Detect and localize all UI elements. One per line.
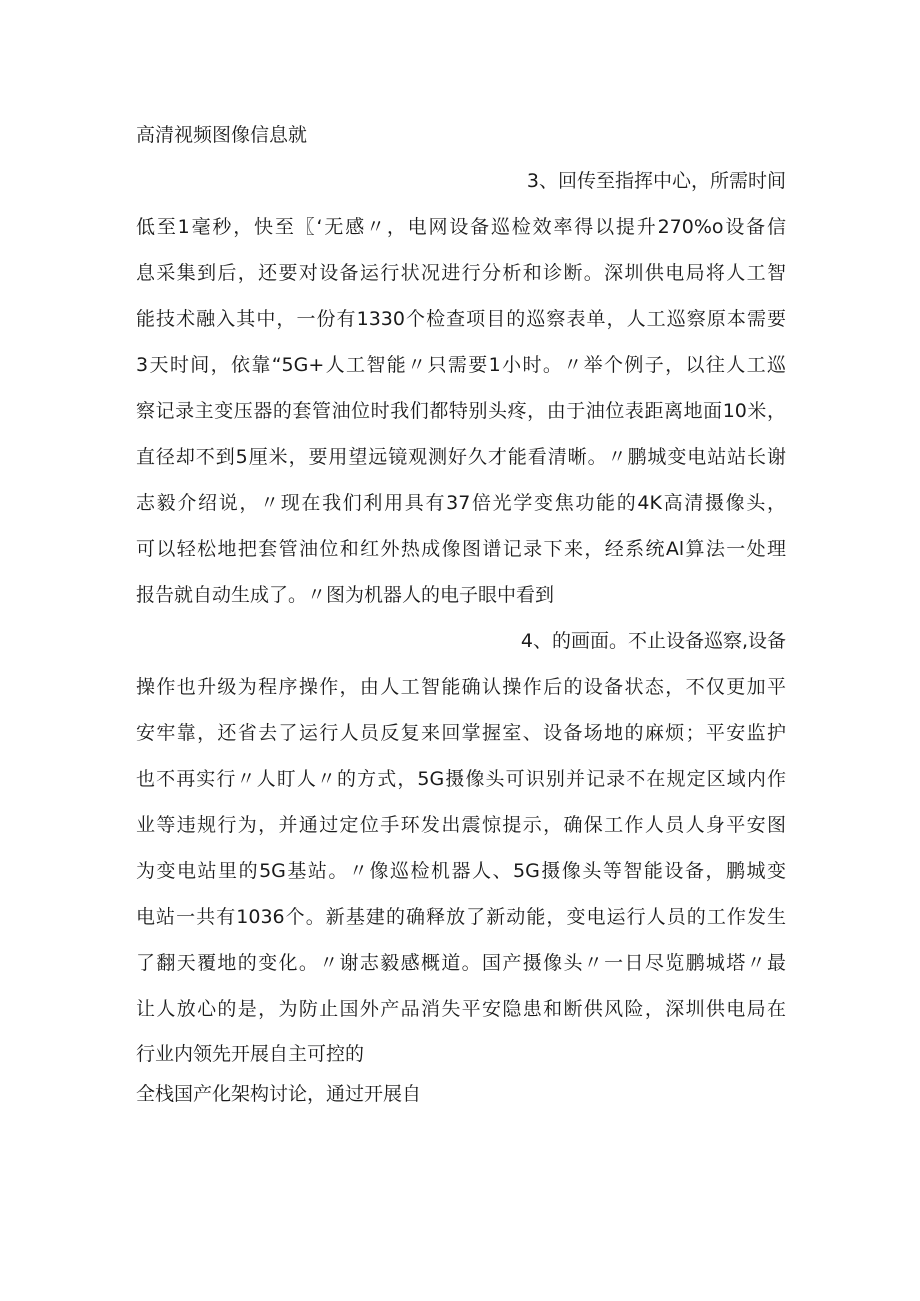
text-line: 3天时间，依靠“5G+人工智能〃只需要1小时。〃举个例子，以往人工巡 <box>136 354 786 376</box>
text-line: 高清视频图像信息就 <box>136 124 308 146</box>
text-line: 也不再实行〃人盯人〃的方式，5G摄像头可识别并记录不在规定区域内作 <box>136 768 786 790</box>
text-line: 志毅介绍说，〃现在我们利用具有37倍光学变焦功能的4K高清摄像头， <box>136 492 786 514</box>
text-line: 行业内领先开展自主可控的 <box>136 1043 365 1065</box>
text-line: 直径却不到5厘米，要用望远镜观测好久才能看清晰。〃鹏城变电站站长谢 <box>136 446 786 468</box>
text-line: 能技术融入其中，一份有1330个检查项目的巡察表单，人工巡察原本需要 <box>136 308 786 330</box>
text-line: 察记录主变压器的套管油位时我们都特别头疼，由于油位表距离地面10米， <box>136 400 786 422</box>
text-line: 电站一共有1036个。新基建的确释放了新动能，变电运行人员的工作发生 <box>136 906 786 928</box>
text-line: 低至1毫秒，快至〖‘无感〃，电网设备巡检效率得以提升270%o设备信 <box>136 216 786 238</box>
text-line: 安牢靠，还省去了运行人员反复来回掌握室、设备场地的麻烦；平安监护 <box>136 722 786 744</box>
text-line: 为变电站里的5G基站。〃像巡检机器人、5G摄像头等智能设备，鹏城变 <box>136 860 786 882</box>
text-line: 让人放心的是，为防止国外产品消失平安隐患和断供风险，深圳供电局在 <box>136 998 786 1020</box>
text-line: 全栈国产化架构讨论，通过开展自 <box>136 1083 422 1105</box>
text-line: 了翻天覆地的变化。〃谢志毅感概道。国产摄像头〃一日尽览鹏城塔〃最 <box>136 952 786 974</box>
text-line: 息采集到后，还要对设备运行状况进行分析和诊断。深圳供电局将人工智 <box>136 262 786 284</box>
text-line: 可以轻松地把套管油位和红外热成像图谱记录下来，经系统Al算法一处理 <box>136 538 786 560</box>
text-line: 报告就自动生成了。〃图为机器人的电子眼中看到 <box>136 584 555 606</box>
text-line: 业等违规行为，并通过定位手环发出震惊提示，确保工作人员人身平安图 <box>136 814 786 836</box>
text-line: 操作也升级为程序操作，由人工智能确认操作后的设备状态，不仅更加平 <box>136 676 786 698</box>
text-line: 3、回传至指挥中心，所需时间 <box>526 170 786 192</box>
text-line: 4、的画面。不止设备巡察,设备 <box>520 630 786 652</box>
